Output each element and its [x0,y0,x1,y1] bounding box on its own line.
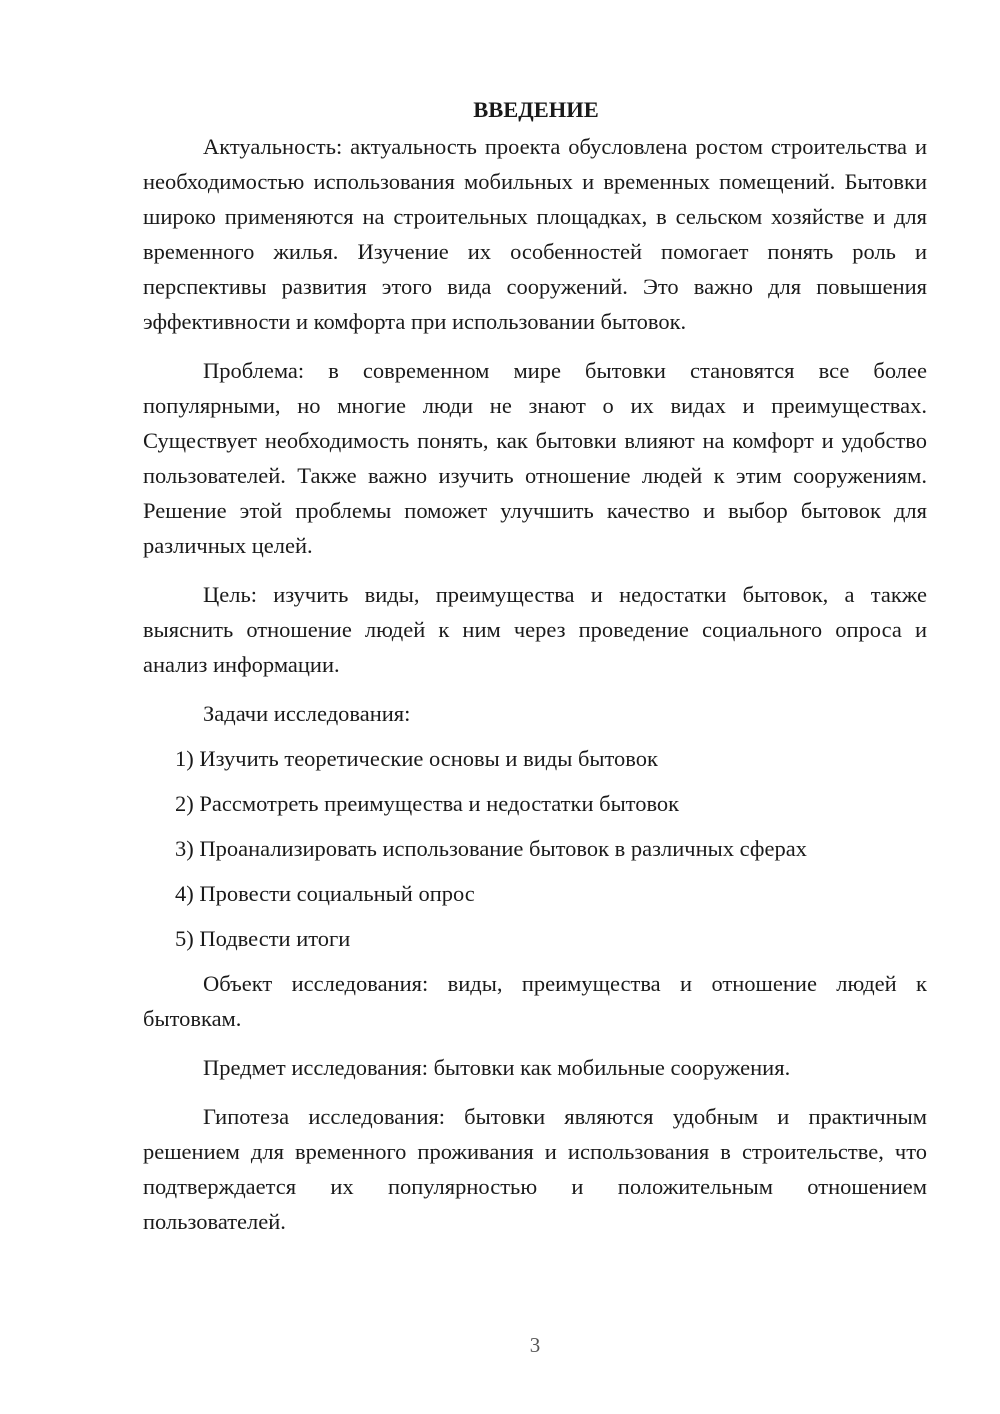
paragraph-subject: Предмет исследования: бытовки как мобильные сооружения. [203,1055,791,1080]
paragraph-relevance: Актуальность: актуальность проекта обусловлена ростом строительства и необходимостью использования мобильных и временных помещений. Бытовки широко применяются на строительных площадках, в сельском хозяйстве и для временного жилья. Изучение их особенностей помогает понять роль и перспективы развития этого вида сооружений. Это важно для повышения эффективности и комфорта при использовании бытовок. [143,134,927,334]
paragraph-goal: Цель: изучить виды, преимущества и недостатки бытовок, а также выяснить отношение людей к ним через проведение социального опроса и анализ информации. [143,582,927,677]
section-heading: ВВЕДЕНИЕ [473,97,599,122]
paragraph-problem: Проблема: в современном мире бытовки становятся все более популярными, но многие люди не знают о их видах и преимуществах. Существует необходимость понять, как бытовки влияют на комфорт и удобство пользователей. Также важно изучить отношение людей к этим сооружениям. Решение этой проблемы поможет улучшить качество и выбор бытовок для различных целей. [143,358,927,558]
task-item-2: 2) Рассмотреть преимущества и недостатки бытовок [175,791,680,816]
task-list [143,741,927,956]
page-number: 3 [529,1333,541,1357]
document-page [143,92,927,1239]
task-item-4: 4) Провести социальный опрос [175,881,475,906]
paragraph-object: Объект исследования: виды, преимущества и отношение людей к бытовкам. [143,971,927,1031]
task-item-3: 3) Проанализировать использование бытовок в различных сферах [175,836,807,861]
task-item-1: 1) Изучить теоретические основы и виды бытовок [175,746,658,771]
tasks-heading: Задачи исследования: [203,701,411,726]
task-item-5: 5) Подвести итоги [175,926,351,951]
paragraph-hypothesis: Гипотеза исследования: бытовки являются удобным и практичным решением для временного проживания и использования в строительстве, что подтверждается их популярностью и положительным отношением пользователей. [143,1104,927,1234]
